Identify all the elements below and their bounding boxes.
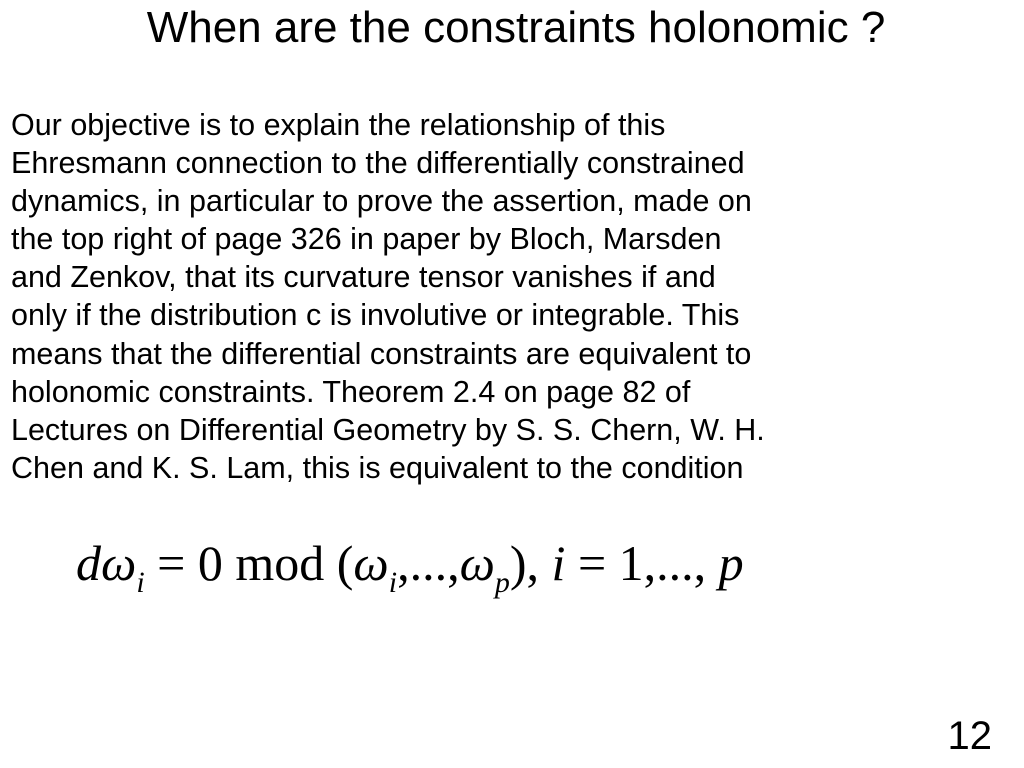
eq-subscript-i: i	[388, 566, 398, 599]
eq-zero: 0	[197, 535, 223, 591]
slide-title: When are the constraints holonomic ?	[146, 3, 886, 52]
eq-p: p	[718, 535, 744, 591]
eq-dots: ,...,	[397, 535, 460, 591]
body-line: only if the distribution c is involutive or integrable. This	[11, 298, 740, 333]
eq-equals: =	[565, 535, 619, 591]
eq-close-paren: ),	[509, 535, 540, 591]
eq-omega: ω	[101, 535, 137, 591]
eq-index-i: i	[551, 535, 566, 591]
eq-open-paren: (	[336, 535, 354, 591]
eq-omega: ω	[353, 535, 389, 591]
eq-range: 1,...,	[618, 535, 707, 591]
eq-mod: mod	[222, 535, 337, 591]
eq-equals: =	[144, 535, 198, 591]
eq-d: d	[76, 535, 101, 591]
body-line: Our objective is to explain the relationship of this	[11, 108, 666, 142]
body-line: Chen and K. S. Lam, this is equivalent to the condition	[11, 450, 744, 485]
eq-subscript-p: p	[494, 566, 510, 599]
body-line: means that the differential constraints are equivalent to	[11, 336, 752, 371]
body-line: dynamics, in particular to prove the assertion, made on	[11, 184, 752, 219]
eq-omega: ω	[459, 535, 495, 591]
body-line: holonomic constraints. Theorem 2.4 on page 82 of	[11, 374, 691, 409]
integrability-equation	[76, 528, 744, 598]
body-line: the top right of page 326 in paper by Bloch, Marsden	[11, 222, 722, 257]
body-line: and Zenkov, that its curvature tensor vanishes if and	[11, 260, 716, 295]
body-line: Ehresmann connection to the differentially constrained	[11, 146, 745, 181]
eq-subscript-i: i	[136, 566, 145, 599]
body-line: Lectures on Differential Geometry by S. S. Chern, W. H.	[11, 412, 765, 447]
slide-body	[11, 106, 1011, 487]
slide-number: 12	[947, 714, 992, 758]
